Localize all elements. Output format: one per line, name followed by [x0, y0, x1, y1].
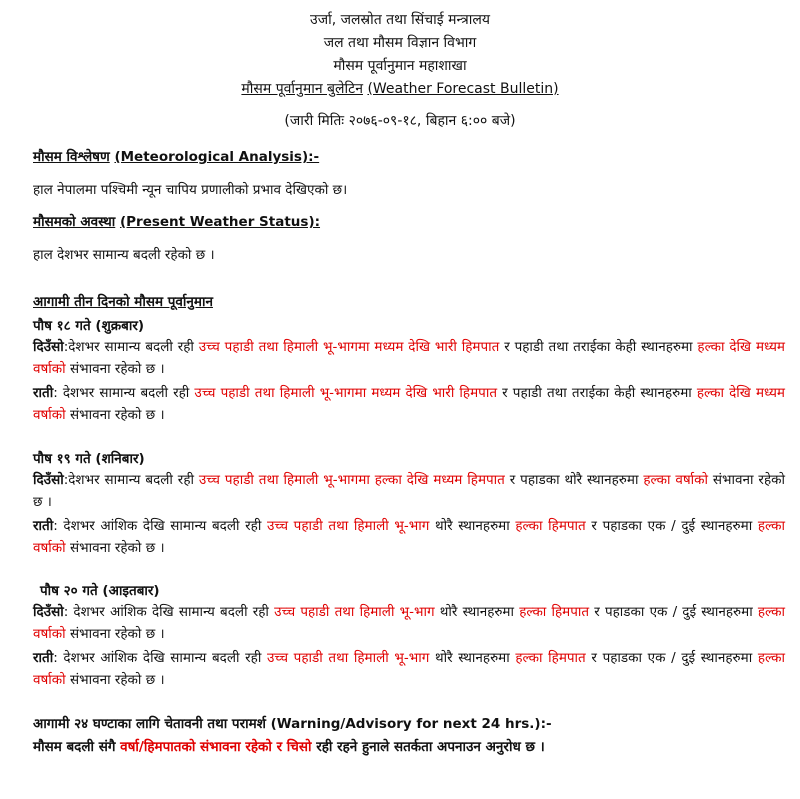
daytime-label: दिउँसो: [33, 472, 64, 488]
bulletin-title: [0, 79, 800, 98]
daytime-label: दिउँसो: [33, 604, 64, 620]
highlight-segment: हल्का वर्षाको: [33, 518, 785, 556]
text-segment: संभावना रहेको छ ।: [65, 672, 165, 688]
day3-date: पौष २० गते (आइतबार): [40, 583, 160, 599]
highlight-segment: हल्का हिमपात: [519, 604, 590, 620]
highlight-segment: हल्का देखि मध्यम वर्षाको: [33, 339, 786, 377]
night-label: राती: [33, 650, 54, 666]
day1-night: [33, 382, 785, 426]
highlight-segment: हल्का हिमपात: [515, 650, 586, 666]
day1-date: पौष १८ गते (शुक्रबार): [33, 318, 145, 334]
night-label: राती: [33, 385, 54, 401]
text-segment: :देशभर सामान्य बदली रही: [63, 339, 199, 355]
bulletin-title-en: (Weather Forecast Bulletin): [367, 81, 559, 97]
highlight-segment: हल्का वर्षाको: [33, 604, 785, 642]
highlight-segment: वर्षा/हिमपातको संभावना रहेको र चिसो: [120, 739, 312, 755]
highlight-segment: हल्का हिमपात: [515, 518, 586, 534]
highlight-segment: उच्च पहाडी तथा हिमाली भू-भाग: [274, 604, 435, 620]
department-title: जल तथा मौसम विज्ञान विभाग: [323, 35, 477, 51]
day3-night: [33, 647, 785, 691]
text-segment: :देशभर सामान्य बदली रही: [63, 472, 199, 488]
day1-daytime: [33, 336, 785, 380]
highlight-segment: उच्च पहाडी तथा हिमाली भू-भाग: [266, 650, 430, 666]
issue-date: (जारी मितिः २०७६-०९-१८, बिहान ६:०० बजे): [284, 113, 516, 129]
highlight-segment: उच्च पहाडी तथा हिमाली भू-भागमा मध्यम देखि भारी हिमपात: [194, 385, 498, 401]
analysis-text: हाल नेपालमा पश्चिमी न्यून चापिय प्रणालीको प्रभाव देखिएको छ।: [33, 182, 348, 198]
text-segment: संभावना रहेको छ ।: [65, 361, 165, 377]
highlight-segment: उच्च पहाडी तथा हिमाली भू-भागमा मध्यम देखि भारी हिमपात: [198, 339, 500, 355]
highlight-segment: हल्का देखि मध्यम वर्षाको: [33, 385, 786, 423]
daytime-label: दिउँसो: [33, 339, 64, 355]
analysis-heading: [33, 147, 793, 165]
highlight-segment: हल्का वर्षाको: [33, 650, 785, 688]
bulletin-title-np: मौसम पूर्वानुमान बुलेटिन: [241, 81, 363, 97]
status-heading-en: (Present Weather Status):: [119, 214, 321, 230]
text-segment: र पहाडका थोरै स्थानहरुमा: [504, 472, 644, 488]
text-segment: : देशभर आंशिक देखि सामान्य बदली रही: [53, 650, 267, 666]
night-label: राती: [33, 518, 54, 534]
text-segment: थोरै स्थानहरुमा: [429, 650, 516, 666]
warning-text: [33, 737, 793, 755]
analysis-heading-en: (Meteorological Analysis):-: [114, 149, 320, 165]
text-segment: : देशभर आंशिक देखि सामान्य बदली रही: [53, 518, 267, 534]
text-segment: संभावना रहेको छ ।: [65, 407, 165, 423]
text-segment: संभावना रहेको छ ।: [33, 472, 785, 510]
text-segment: र पहाडी तथा तराईका केही स्थानहरुमा: [499, 339, 698, 355]
text-segment: मौसम बदली संगै: [33, 739, 121, 755]
forecast-heading: आगामी तीन दिनको मौसम पूर्वानुमान: [33, 294, 213, 310]
text-segment: र पहाडका एक / दुई स्थानहरुमा: [585, 518, 758, 534]
warning-heading: आगामी २४ घण्टाका लागि चेतावनी तथा परामर्श (Warning/Advisory for next 24 hrs.):-: [33, 716, 552, 732]
division-title: मौसम पूर्वानुमान महाशाखा: [333, 58, 467, 74]
text-segment: संभावना रहेको छ ।: [65, 540, 165, 556]
ministry-title: उर्जा, जलस्रोत तथा सिंचाई मन्त्रालय: [310, 12, 490, 28]
day2-night: [33, 515, 785, 559]
status-heading-np: मौसमको अवस्था: [33, 214, 116, 230]
text-segment: र पहाडका एक / दुई स्थानहरुमा: [589, 604, 758, 620]
day2-daytime: [33, 469, 785, 513]
analysis-heading-np: मौसम विश्लेषण: [33, 149, 110, 165]
text-segment: संभावना रहेको छ ।: [65, 626, 165, 642]
text-segment: थोरै स्थानहरुमा: [434, 604, 520, 620]
day2-date: पौष १९ गते (शनिबार): [33, 451, 145, 467]
text-segment: थोरै स्थानहरुमा: [429, 518, 516, 534]
highlight-segment: उच्च पहाडी तथा हिमाली भू-भागमा हल्का देखि मध्यम हिमपात: [198, 472, 505, 488]
status-text: हाल देशभर सामान्य बदली रहेको छ ।: [33, 247, 215, 263]
status-heading: [33, 212, 793, 230]
day3-daytime: [33, 601, 785, 645]
text-segment: : देशभर सामान्य बदली रही: [53, 385, 195, 401]
text-segment: : देशभर आंशिक देखि सामान्य बदली रही: [63, 604, 275, 620]
text-segment: र पहाडी तथा तराईका केही स्थानहरुमा: [497, 385, 697, 401]
text-segment: रही रहने हुनाले सतर्कता अपनाउन अनुरोध छ ।: [311, 739, 545, 755]
highlight-segment: हल्का वर्षाको: [643, 472, 709, 488]
highlight-segment: उच्च पहाडी तथा हिमाली भू-भाग: [266, 518, 430, 534]
text-segment: र पहाडका एक / दुई स्थानहरुमा: [585, 650, 758, 666]
